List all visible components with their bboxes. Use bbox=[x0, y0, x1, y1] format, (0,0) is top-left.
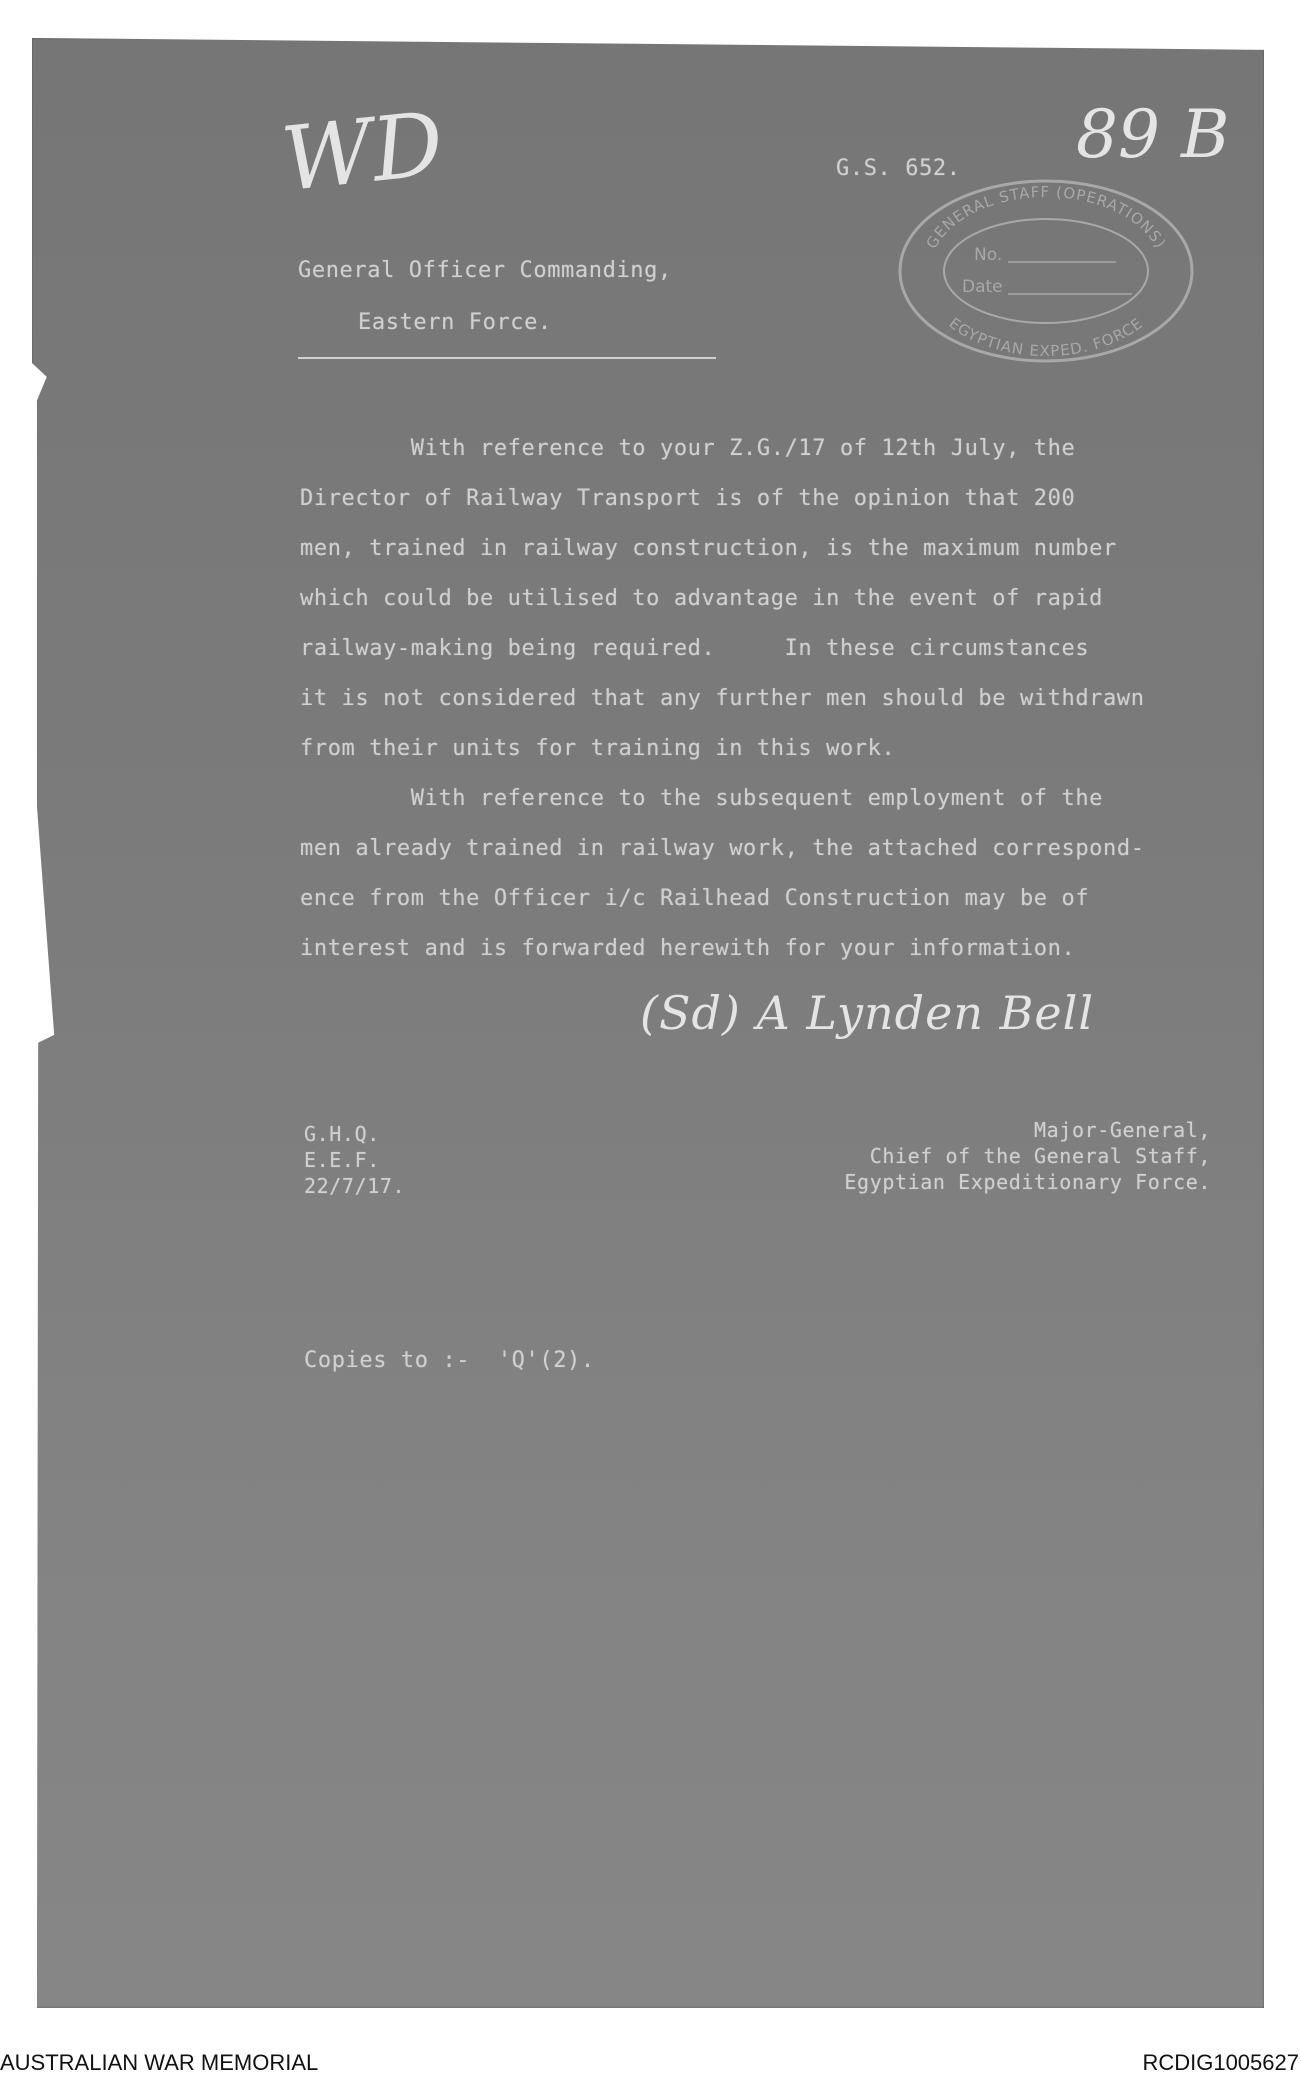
copies-line: Copies to :- 'Q'(2). bbox=[304, 1348, 595, 1373]
body-line-4: which could be utilised to advantage in the event of rapid bbox=[300, 586, 1104, 611]
handwritten-initials: WD bbox=[277, 91, 448, 212]
signatory-line-1: Major-General, bbox=[1034, 1118, 1211, 1142]
body-line-11: interest and is forwarded herewith for your information. bbox=[300, 936, 1076, 961]
body-line-7: from their units for training in this work. bbox=[300, 736, 896, 761]
footer-institution: AUSTRALIAN WAR MEMORIAL bbox=[0, 2050, 319, 2075]
body-line-1: With reference to your Z.G./17 of 12th July, the bbox=[300, 436, 1076, 461]
origin-line-1: G.H.Q. bbox=[304, 1122, 380, 1146]
stamp-bottom-text: EGYPTIAN EXPED. FORCE bbox=[945, 313, 1147, 361]
body-line-10: ence from the Officer i/c Railhead Construction may be of bbox=[300, 886, 1090, 911]
stamp-no-label: No. bbox=[974, 245, 1003, 265]
addressee-line-2: Eastern Force. bbox=[358, 310, 552, 335]
reference-number: G.S. 652. bbox=[836, 156, 961, 181]
origin-line-3: 22/7/17. bbox=[304, 1174, 406, 1198]
office-stamp bbox=[896, 176, 1196, 366]
signatory-line-2: Chief of the General Staff, bbox=[869, 1144, 1211, 1168]
signature: (Sd) A Lynden Bell bbox=[640, 986, 1095, 1040]
body-line-3: men, trained in railway construction, is the maximum number bbox=[300, 536, 1117, 561]
stamp-date-label: Date bbox=[962, 277, 1003, 297]
folio-mark: 89 B bbox=[1076, 96, 1230, 173]
addressee-line-1: General Officer Commanding, bbox=[298, 258, 672, 283]
addressee-underline bbox=[298, 357, 716, 359]
body-line-5: railway-making being required. In these circumstances bbox=[300, 636, 1090, 661]
origin-line-2: E.E.F. bbox=[304, 1148, 380, 1172]
body-line-9: men already trained in railway work, the attached correspond- bbox=[300, 836, 1145, 861]
svg-text:EGYPTIAN EXPED. FORCE bbox=[946, 314, 1147, 360]
body-line-2: Director of Railway Transport is of the opinion that 200 bbox=[300, 486, 1076, 511]
stamp-top-text: GENERAL STAFF (OPERATIONS) bbox=[922, 182, 1170, 252]
body-line-6: it is not considered that any further men should be withdrawn bbox=[300, 686, 1145, 711]
svg-text:GENERAL STAFF (OPERATIONS) bbox=[923, 183, 1170, 252]
body-line-8: With reference to the subsequent employment of the bbox=[300, 786, 1104, 811]
signatory-line-3: Egyptian Expeditionary Force. bbox=[844, 1170, 1211, 1194]
footer-catalogue-id: RCDIG1005627 bbox=[1142, 2050, 1299, 2075]
